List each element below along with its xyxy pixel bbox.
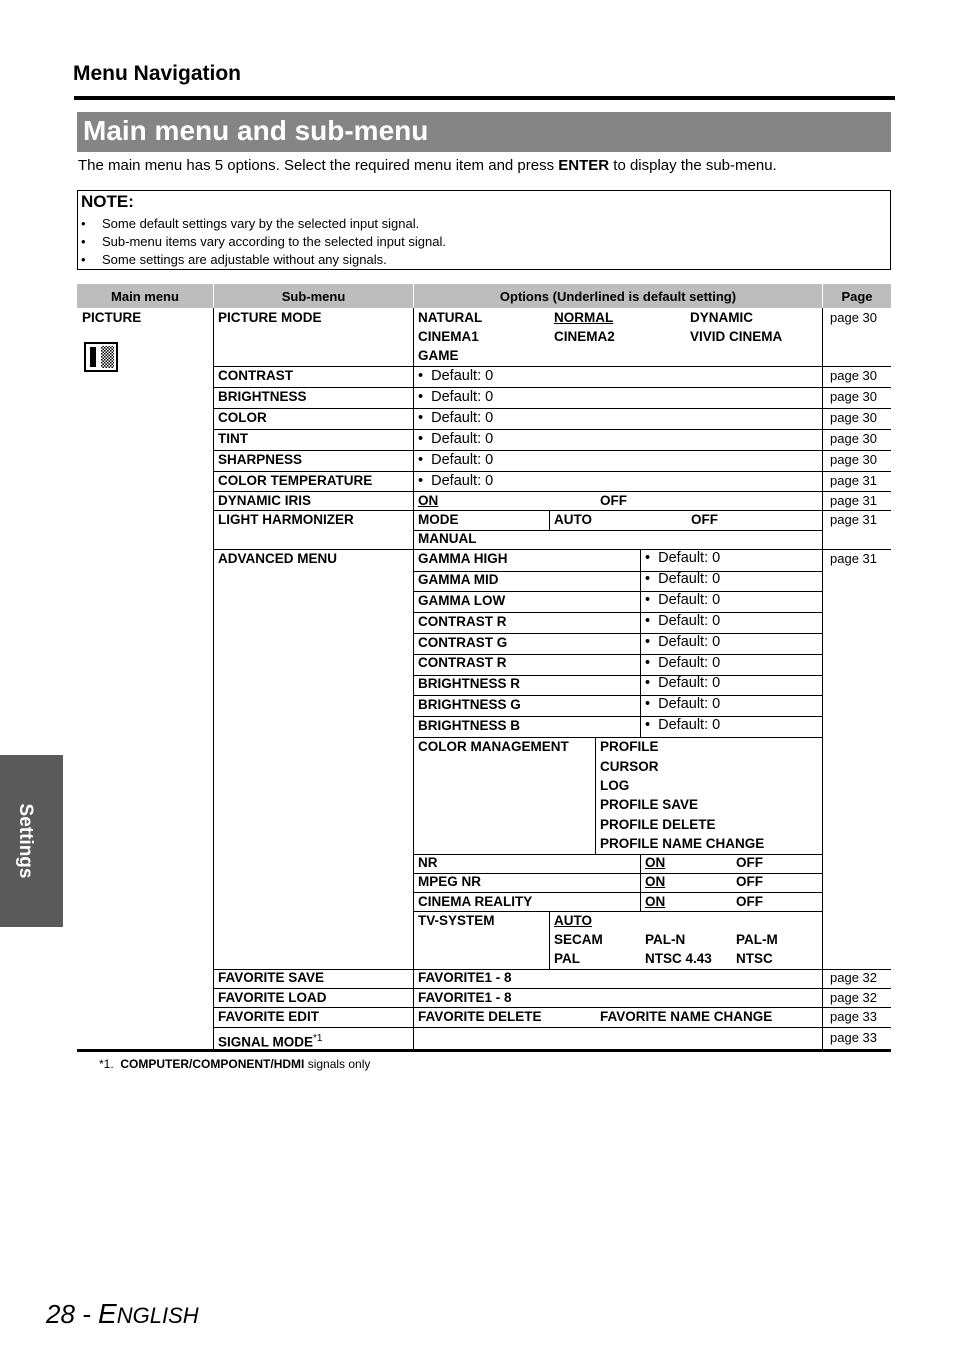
option-game: GAME [418,348,459,363]
option-natural: NATURAL [418,310,483,325]
cm-profile-delete: PROFILE DELETE [600,817,716,832]
option-text: Default: 0 [431,368,494,384]
option-text: Default: 0 [431,431,494,447]
favorite-save-label: FAVORITE SAVE [218,970,325,985]
page-lang-initial: E [98,1298,117,1329]
page-ref: page 32 [830,970,877,985]
brightness-label: BRIGHTNESS [218,389,307,404]
page-ref: page 32 [830,990,877,1005]
footnote-ref: *1 [313,1033,323,1044]
note-item: • Some settings are adjustable without any signals. [102,251,446,269]
option-normal-default: NORMAL [554,310,614,325]
row-divider [414,695,822,696]
row-divider [214,408,891,409]
contrast-r2-label: CONTRAST R [418,655,507,670]
intro-before: The main menu has 5 options. Select the required menu item and press [78,157,559,174]
favorite-name-change-option: FAVORITE NAME CHANGE [600,1009,773,1024]
gamma-mid-default: • Default: 0 [645,571,721,587]
page-ref: page 30 [830,452,877,467]
cinema-reality-on-default: ON [645,894,666,909]
row-divider [214,1027,891,1028]
mpeg-nr-on-default: ON [645,874,666,889]
cell-divider [640,549,641,737]
option-dynamic: DYNAMIC [690,310,753,325]
option-text: Default: 0 [658,592,721,608]
contrast-r-label: CONTRAST R [418,614,507,629]
row-divider [214,366,891,367]
nr-on-default: ON [645,855,666,870]
cm-profile-save: PROFILE SAVE [600,797,699,812]
note-item: • Sub-menu items vary according to the selected input signal. [102,233,446,251]
option-text: Default: 0 [658,550,721,566]
row-divider [214,387,891,388]
page-ref: page 33 [830,1009,877,1024]
color-default: • Default: 0 [418,410,494,426]
row-divider [214,510,891,511]
brightness-b-label: BRIGHTNESS B [418,718,521,733]
tv-auto-default: AUTO [554,913,593,928]
nr-label: NR [418,855,438,870]
header-main-menu: Main menu [77,284,213,308]
row-divider [214,491,891,492]
note-item: • Some default settings vary by the selected input signal. [102,215,446,233]
mpeg-nr-off: OFF [736,874,763,889]
option-manual: MANUAL [418,531,477,546]
option-off: OFF [691,512,718,527]
side-tab-label: Settings [15,803,36,879]
favorite-load-option: FAVORITE1 - 8 [418,990,512,1005]
gamma-low-default: • Default: 0 [645,592,721,608]
tv-system-label: TV-SYSTEM [418,913,495,928]
tv-pal: PAL [554,951,580,966]
page-ref: page 33 [830,1030,877,1045]
intro-key: ENTER [558,157,610,174]
option-text: Default: 0 [431,473,494,489]
cinema-reality-off: OFF [736,894,763,909]
brightness-b-default: • Default: 0 [645,717,721,733]
row-divider [214,429,891,430]
gamma-mid-label: GAMMA MID [418,572,499,587]
contrast-default: • Default: 0 [418,368,494,384]
row-divider [414,633,822,634]
cell-divider [640,854,641,911]
row-divider [414,716,822,717]
brightness-default: • Default: 0 [418,389,494,405]
row-divider [214,471,891,472]
cinema-reality-label: CINEMA REALITY [418,894,533,909]
picture-icon [84,342,118,372]
tv-ntsc-443: NTSC 4.43 [645,951,712,966]
col-divider [213,308,214,1052]
option-text: Default: 0 [658,696,721,712]
cm-profile-name-change: PROFILE NAME CHANGE [600,836,765,851]
side-tab [0,755,63,927]
row-divider [414,911,822,912]
sharpness-default: • Default: 0 [418,452,494,468]
intro-after: to display the sub-menu. [609,157,777,174]
picture-mode-label: PICTURE MODE [218,310,322,325]
gamma-high-default: • Default: 0 [645,550,721,566]
brightness-r-label: BRIGHTNESS R [418,676,521,691]
contrast-g-default: • Default: 0 [645,634,721,650]
header-options: Options (Underlined is default setting) [414,284,822,308]
section-heading: Menu Navigation [73,62,242,85]
gamma-low-label: GAMMA LOW [418,593,506,608]
row-divider [214,988,891,989]
option-text: Default: 0 [431,410,494,426]
tv-pal-n: PAL-N [645,932,686,947]
cell-divider [549,911,550,969]
page-ref: page 31 [830,493,877,508]
contrast-g-label: CONTRAST G [418,635,508,650]
cm-cursor: CURSOR [600,759,659,774]
page-ref: page 30 [830,368,877,383]
note-list [102,215,446,269]
nr-off: OFF [736,855,763,870]
col-divider [413,308,414,1052]
header-sub-menu: Sub-menu [214,284,413,308]
page-number [46,1298,199,1330]
row-divider [214,1007,891,1008]
mpeg-nr-label: MPEG NR [418,874,482,889]
page-ref: page 31 [830,512,877,527]
color-temperature-label: COLOR TEMPERATURE [218,473,373,488]
page-ref: page 30 [830,431,877,446]
option-text: Default: 0 [658,634,721,650]
option-off: OFF [600,493,627,508]
contrast-r2-default: • Default: 0 [645,655,721,671]
option-text: Default: 0 [658,675,721,691]
row-divider [414,892,822,893]
row-divider [214,549,891,550]
option-text: Default: 0 [658,571,721,587]
footnote-marker: *1. [99,1057,114,1071]
note-label: NOTE: [81,192,134,211]
tint-default: • Default: 0 [418,431,494,447]
favorite-edit-label: FAVORITE EDIT [218,1009,320,1024]
page-lang-rest: NGLISH [116,1303,199,1328]
page-ref: page 30 [830,410,877,425]
advanced-menu-label: ADVANCED MENU [218,551,338,566]
contrast-label: CONTRAST [218,368,293,383]
page-ref: page 31 [830,551,877,566]
dynamic-iris-label: DYNAMIC IRIS [218,493,312,508]
footnote [99,1057,370,1071]
gamma-high-label: GAMMA HIGH [418,551,508,566]
option-cinema1: CINEMA1 [418,329,479,344]
option-text: Default: 0 [658,717,721,733]
mode-label: MODE [418,512,459,527]
option-text: Default: 0 [431,389,494,405]
cm-log: LOG [600,778,630,793]
option-auto: AUTO [554,512,593,527]
option-text: Default: 0 [431,452,494,468]
note-box [77,190,891,270]
contrast-r-default: • Default: 0 [645,613,721,629]
page-ref: page 30 [830,389,877,404]
option-text: Default: 0 [658,655,721,671]
footnote-bold: COMPUTER/COMPONENT/HDMI [120,1057,305,1071]
tv-pal-m: PAL-M [736,932,778,947]
main-menu-picture: PICTURE [82,310,142,325]
brightness-r-default: • Default: 0 [645,675,721,691]
light-harmonizer-label: LIGHT HARMONIZER [218,512,354,527]
row-divider [414,737,822,738]
tv-secam: SECAM [554,932,603,947]
sharpness-label: SHARPNESS [218,452,303,467]
option-text: Default: 0 [658,613,721,629]
favorite-save-option: FAVORITE1 - 8 [418,970,512,985]
cell-divider [595,737,596,854]
row-divider [414,591,822,592]
brightness-g-default: • Default: 0 [645,696,721,712]
intro-text [78,157,777,174]
tv-ntsc: NTSC [736,951,773,966]
tint-label: TINT [218,431,248,446]
color-temperature-default: • Default: 0 [418,473,494,489]
page-ref: page 30 [830,310,877,325]
row-divider [414,612,822,613]
cell-divider [549,511,550,530]
col-divider [822,308,823,1052]
signal-mode-text: SIGNAL MODE [218,1034,314,1050]
color-management-label: COLOR MANAGEMENT [418,739,569,754]
cm-profile: PROFILE [600,739,659,754]
favorite-delete-option: FAVORITE DELETE [418,1009,542,1024]
option-on-default: ON [418,493,439,508]
menu-table [77,284,891,1052]
table-bottom-rule [77,1049,891,1052]
color-label: COLOR [218,410,267,425]
option-cinema2: CINEMA2 [554,329,615,344]
signal-mode-label [218,1031,322,1051]
option-vivid-cinema: VIVID CINEMA [690,329,783,344]
page-number-text: 28 - [46,1299,99,1329]
page-ref: page 31 [830,473,877,488]
row-divider [214,450,891,451]
favorite-load-label: FAVORITE LOAD [218,990,327,1005]
heading-rule [74,96,895,100]
brightness-g-label: BRIGHTNESS G [418,697,521,712]
page-title: Main menu and sub-menu [83,115,429,146]
header-page: Page [823,284,891,308]
footnote-text: signals only [304,1057,371,1071]
